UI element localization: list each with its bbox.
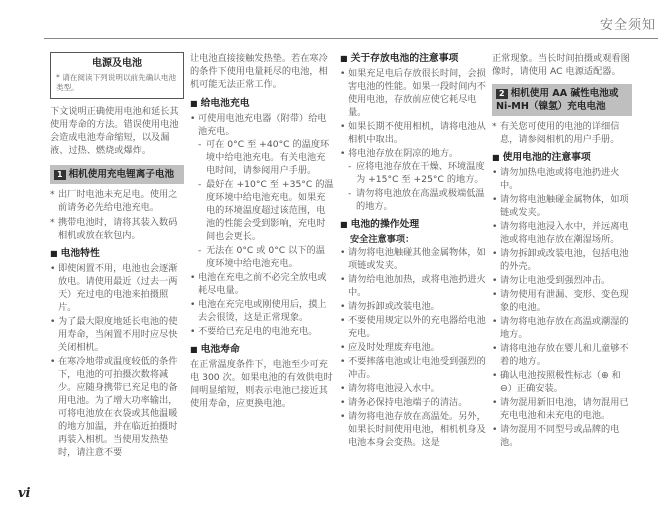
section-1-title: 相机使用充电锂离子电池 xyxy=(68,169,175,180)
box-note: * 请在阅读下列说明以前先确认电池类型。 xyxy=(56,73,177,92)
note-item: * 携带电池时，请将其装入数码相机或放在软包内。 xyxy=(50,216,184,242)
header-rule xyxy=(44,38,658,39)
note-item: * 出厂时电池未充足电。使用之前请务必先给电池充电。 xyxy=(50,188,184,214)
handling-heading: ■ 电池的操作处理 xyxy=(340,219,420,230)
list-item: • 在寒冷地带或温度较低的条件下，电池的可拍摄次数将减少。应随身携带已充足电的备用电池。为了增大功率输出，可将电池放在衣袋或其他温暖的地方加温，并在临近拍摄时再装入相机。当使用发热垫时，请注意不要 xyxy=(50,355,184,459)
storage-nested-list xyxy=(348,160,486,213)
list-item: • 请勿给电池加热，或将电池扔进火中。 xyxy=(340,273,486,299)
battery-life-heading: ■ 电池寿命 xyxy=(190,344,240,355)
section-number: 2 xyxy=(496,89,508,99)
column-2 xyxy=(190,52,334,418)
list-item: • 请将电池存放在婴儿和儿童够不着的地方。 xyxy=(492,342,632,368)
features-title: 电池特性 xyxy=(60,248,100,259)
list-item: • 请勿加热电池或将电池扔进火中。 xyxy=(492,166,632,192)
list-item: • 请勿将电池触碰其他金属物体，如项链或发夹。 xyxy=(340,246,486,272)
battery-life-title: 电池寿命 xyxy=(200,344,240,355)
list-item: • 请勿将电池存放在高温处。另外，如果长时间使用电池，相机机身及电池本身会变热。这是 xyxy=(340,410,486,449)
list-item: • 请勿让电池受到强烈冲击。 xyxy=(492,274,632,287)
nested-item: - 无法在 0°C 或 0°C 以下的温度环境中给电池充电。 xyxy=(198,244,334,270)
continued-paragraph: 让电池直接接触发热垫。若在寒冷的条件下使用电量耗尽的电池，相机可能无法正常工作。 xyxy=(190,53,328,90)
note-item: * 有关您可使用的电池的详细信息，请参阅相机的用户手册。 xyxy=(492,120,632,146)
list-item: • 应及时处理废弃电池。 xyxy=(340,341,486,354)
nested-item: - 请勿将电池放在高温或极端低温的地方。 xyxy=(348,187,486,213)
list-item: • 请勿将电池浸入水中。 xyxy=(340,382,486,395)
list-item: • 请勿将电池浸入水中，并远离电池或将电池存放在潮湿场所。 xyxy=(492,220,632,246)
battery-life-paragraph: 在正常温度条件下，电池至少可充电 300 次。如果电池的有效供电时间明显缩短，则表示电池已接近其使用寿命，应更换电池。 xyxy=(190,359,333,409)
list-item: • 电池在充电之前不必完全放电或耗尽电量。 xyxy=(190,271,334,297)
section-1-heading xyxy=(50,165,184,184)
list-item-text: 可使用电池充电器（附带）给电池充电。 xyxy=(198,113,327,137)
section-1-notes xyxy=(50,188,184,242)
list-item: • 电池在充完电或刚使用后，摸上去会很烫，这是正常现象。 xyxy=(190,298,334,324)
list-item: • 如果充足电后存放很长时间，会损害电池的性能。如果一段时间内不使用电池，存放前应使它耗尽电量。 xyxy=(340,67,486,119)
list-item: • 请勿将电池存放在高温或潮湿的地方。 xyxy=(492,315,632,341)
charging-heading: ■ 给电池充电 xyxy=(190,98,250,109)
list-item: • 为了最大限度地延长电池的使用寿命，当闲置不用时应尽快关闭相机。 xyxy=(50,315,184,354)
charging-title: 给电池充电 xyxy=(200,98,250,109)
continued-paragraph: 正常现象。当长时间拍摄或观看图像时，请使用 AC 电源适配器。 xyxy=(492,53,630,77)
page-header-title: 安全须知 xyxy=(599,18,656,33)
list-item: • 请勿混用新旧电池，请勿混用已充电电池和未充电的电池。 xyxy=(492,396,632,422)
column-1 xyxy=(50,52,184,460)
list-item: • 不要摔落电池或让电池受到强烈的冲击。 xyxy=(340,355,486,381)
handling-subheading: 安全注意事项： xyxy=(350,234,415,245)
page-number: vi xyxy=(18,486,31,501)
list-item xyxy=(340,147,486,213)
nested-item: - 最好在 +10°C 至 +35°C 的温度环境中给电池充电。如果充电的环境温度超过该范围，电池的性能会受到影响，充电时间也会更长。 xyxy=(198,178,334,243)
charging-nested-list xyxy=(198,138,334,270)
list-item: • 不要使用规定以外的充电器给电池充电。 xyxy=(340,314,486,340)
storage-title: 关于存放电池的注意事项 xyxy=(350,53,459,64)
intro-paragraph: 下文说明正确使用电池和延长其使用寿命的方法。错误使用电池会造成电池寿命缩短，以及漏液、过热、燃烧或爆炸。 xyxy=(50,106,179,156)
nested-item: - 可在 0°C 至 +40°C 的温度环境中给电池充电。有关电池充电时间，请参阅用户手册。 xyxy=(198,138,334,177)
power-battery-box xyxy=(50,52,184,99)
list-item: • 如果长期不使用相机，请将电池从相机中取出。 xyxy=(340,120,486,146)
list-item: • 请勿将电池触碰金属物体，如项链或发夹。 xyxy=(492,193,632,219)
section-2-heading xyxy=(492,84,632,116)
handling-title: 电池的操作处理 xyxy=(350,219,420,230)
column-4 xyxy=(492,52,632,450)
list-item: • 请务必保持电池端子的清洁。 xyxy=(340,396,486,409)
storage-heading: ■ 关于存放电池的注意事项 xyxy=(340,53,459,64)
nested-item: - 应将电池存放在干燥、环境温度为 +15°C 至 +25°C 的地方。 xyxy=(348,160,486,186)
cautions-heading: ■ 使用电池的注意事项 xyxy=(492,152,591,163)
list-item: • 不要给已充足电的电池充电。 xyxy=(190,325,334,338)
column-3 xyxy=(340,52,486,450)
storage-list xyxy=(340,67,486,213)
section-number: 1 xyxy=(54,170,66,180)
list-item xyxy=(190,112,334,270)
charging-list xyxy=(190,112,334,338)
list-item: • 请勿使用有泄漏、变形、变色现象的电池。 xyxy=(492,288,632,314)
list-item-text: 将电池存放在阴凉的地方。 xyxy=(348,148,459,159)
box-title: 电源及电池 xyxy=(92,58,142,69)
list-item: • 请勿拆卸或改装电池。 xyxy=(340,300,486,313)
list-item: • 请勿拆卸或改装电池，包括电池的外壳。 xyxy=(492,247,632,273)
list-item: • 请勿混用不同型号或品牌的电池。 xyxy=(492,423,632,449)
section-2-title: 相机使用 AA 碱性电池或 Ni-MH（镍氢）充电电池 xyxy=(496,88,619,112)
list-item: • 即使闲置不用，电池也会逐渐放电。请使用最近（过去一两天）充过电的电池来拍摄照片。 xyxy=(50,262,184,314)
section-2-notes xyxy=(492,120,632,146)
list-item: • 确认电池按照极性标志（⊕ 和 ⊖）正确安装。 xyxy=(492,369,632,395)
cautions-title: 使用电池的注意事项 xyxy=(502,152,591,163)
features-list xyxy=(50,262,184,459)
cautions-list xyxy=(492,166,632,449)
features-heading: ■ 电池特性 xyxy=(50,248,100,259)
handling-list xyxy=(340,246,486,449)
